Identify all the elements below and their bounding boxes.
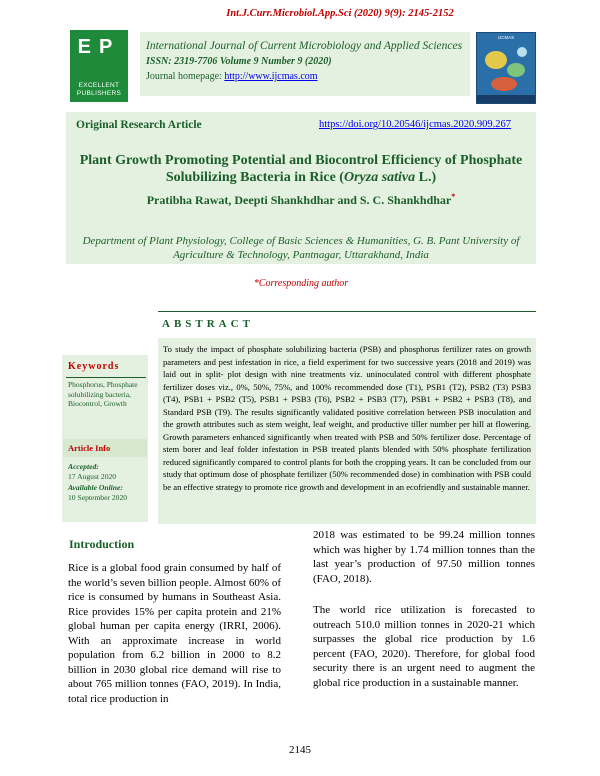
title-end: L.) xyxy=(415,170,437,185)
introduction-right-paragraph-2: The world rice utilization is forecasted to outreach 510.0 million tonnes in 2020-21 which surpasses the global rice production by 1.6 percent (FAO, 2020). Therefore, for global food security there is an urgent need to augment the global rice production in a sustainable manner. xyxy=(313,604,535,689)
logo-text: EXCELLENT PUBLISHERS xyxy=(76,82,122,97)
journal-homepage xyxy=(146,71,318,82)
title-species: Oryza sativa xyxy=(343,170,416,185)
introduction-right-paragraph-1: 2018 was estimated to be 99.24 million tonnes which was higher by 1.74 million tonnes than the last year’s production of 97.50 million tonnes (FAO, 2018). xyxy=(313,529,535,585)
accepted-label: Accepted: xyxy=(68,462,99,471)
accepted-date: 17 August 2020 xyxy=(68,472,117,482)
online-label: Available Online: xyxy=(68,482,123,492)
online-date: 10 September 2020 xyxy=(68,493,128,503)
cover-graphic xyxy=(491,77,517,91)
journal-name: International Journal of Current Microbiology and Applied Sciences xyxy=(146,40,463,52)
corresponding-author-note: *Corresponding author xyxy=(253,278,349,289)
cover-title: IJCMAS xyxy=(497,35,515,40)
logo-letters: EP xyxy=(77,36,121,58)
homepage-label: Journal homepage: xyxy=(146,71,225,82)
keywords-rule xyxy=(66,377,146,378)
introduction-left-column: Rice is a global food grain consumed by half of the world’s seven billion people. Almost 60% of rice is consumed by humans in Southeast Asia. Rice provides 15% per capita protein and 21% global human per capita energy (IRRI, 2006). With an approximate increase in world population from 6.2 billion in 2000 to 8.2 billion in 2030 global rice demand will rise to about 765 million tonnes (FAO, 2019). In India, total rice production in xyxy=(68,562,281,705)
article-info-dates xyxy=(68,462,148,504)
abstract-heading: ABSTRACT xyxy=(162,318,254,330)
homepage-link[interactable]: http://www.ijcmas.com xyxy=(224,71,318,82)
title-main: Plant Growth Promoting Potential and Biocontrol Efficiency of Phosphate Solubilizing Bacteria in Rice ( xyxy=(79,153,523,185)
cover-graphic xyxy=(507,63,525,77)
affiliation: Department of Plant Physiology, College of Basic Sciences & Humanities, G. B. Pant University of Agriculture & Technology, Pantnagar, Uttarakhand, India xyxy=(82,235,520,261)
keywords-heading: Keywords xyxy=(68,361,120,372)
keywords-list: Phosphorus, Phosphate solubilizing bacteria, Biocontrol, Growth xyxy=(68,380,138,408)
corresponding-mark: * xyxy=(451,192,456,201)
running-title: Int.J.Curr.Microbiol.App.Sci (2020) 9(9): 2145-2152 xyxy=(226,8,454,19)
cover-graphic xyxy=(485,51,507,69)
cover-stripe xyxy=(477,95,535,103)
publisher-logo xyxy=(70,30,128,102)
author-list xyxy=(70,192,532,208)
paper-title xyxy=(70,152,532,186)
abstract-text: To study the impact of phosphate solubilizing bacteria (PSB) and phosphorus fertilizer rates on growth parameters and pest infestation in rice, a field experiment for two successive years (2018 and 2019) was laid out in split- plot design with nine treatments viz. uninoculated control with different phosphate fertilizer doses viz., 0%, 50%, 75%, and 100% recommended dose (T1), PSB1 (T2), PSB2 (T3) PSB3 (T4), PSB1 + PSB2 (T5), PSB1 + PSB3 (T6), PSB2 + PSB3 (T7), PSB1 + PSB2 + PSB3 (T8), and Standard PSB (T9). The results significantly validated positive correlation between PSB inoculation and the growth attributes such as stem weight, leaf weight, and productive tiller number per hill at flowering. Growth parameters enhanced significantly when treated with PSB and 50% fertilizer dose. Percentage of stem borer and leaf folder infestation in PSB treated plants blended with 50% phosphate fertilization reduced significantly compared to control plants for both the cropping years. It can be concluded from our study that optimum dose of phosphate fertilizer (50% recommended dose) in combination with PSB could be an effective strategy to promote rice growth and development in an ecofriendly and sustainable manner. xyxy=(163,344,531,492)
issn-line: ISSN: 2319-7706 Volume 9 Number 9 (2020) xyxy=(146,56,332,67)
abstract-rule xyxy=(158,311,536,312)
article-info-heading: Article Info xyxy=(68,443,111,453)
article-type: Original Research Article xyxy=(76,119,202,131)
journal-cover-image xyxy=(476,32,536,104)
cover-graphic xyxy=(517,47,527,57)
introduction-heading: Introduction xyxy=(69,537,135,551)
page-number: 2145 xyxy=(289,744,311,756)
authors-names: Pratibha Rawat, Deepti Shankhdhar and S. C. Shankhdhar xyxy=(146,193,452,207)
doi-link[interactable]: https://doi.org/10.20546/ijcmas.2020.909.267 xyxy=(319,119,512,130)
